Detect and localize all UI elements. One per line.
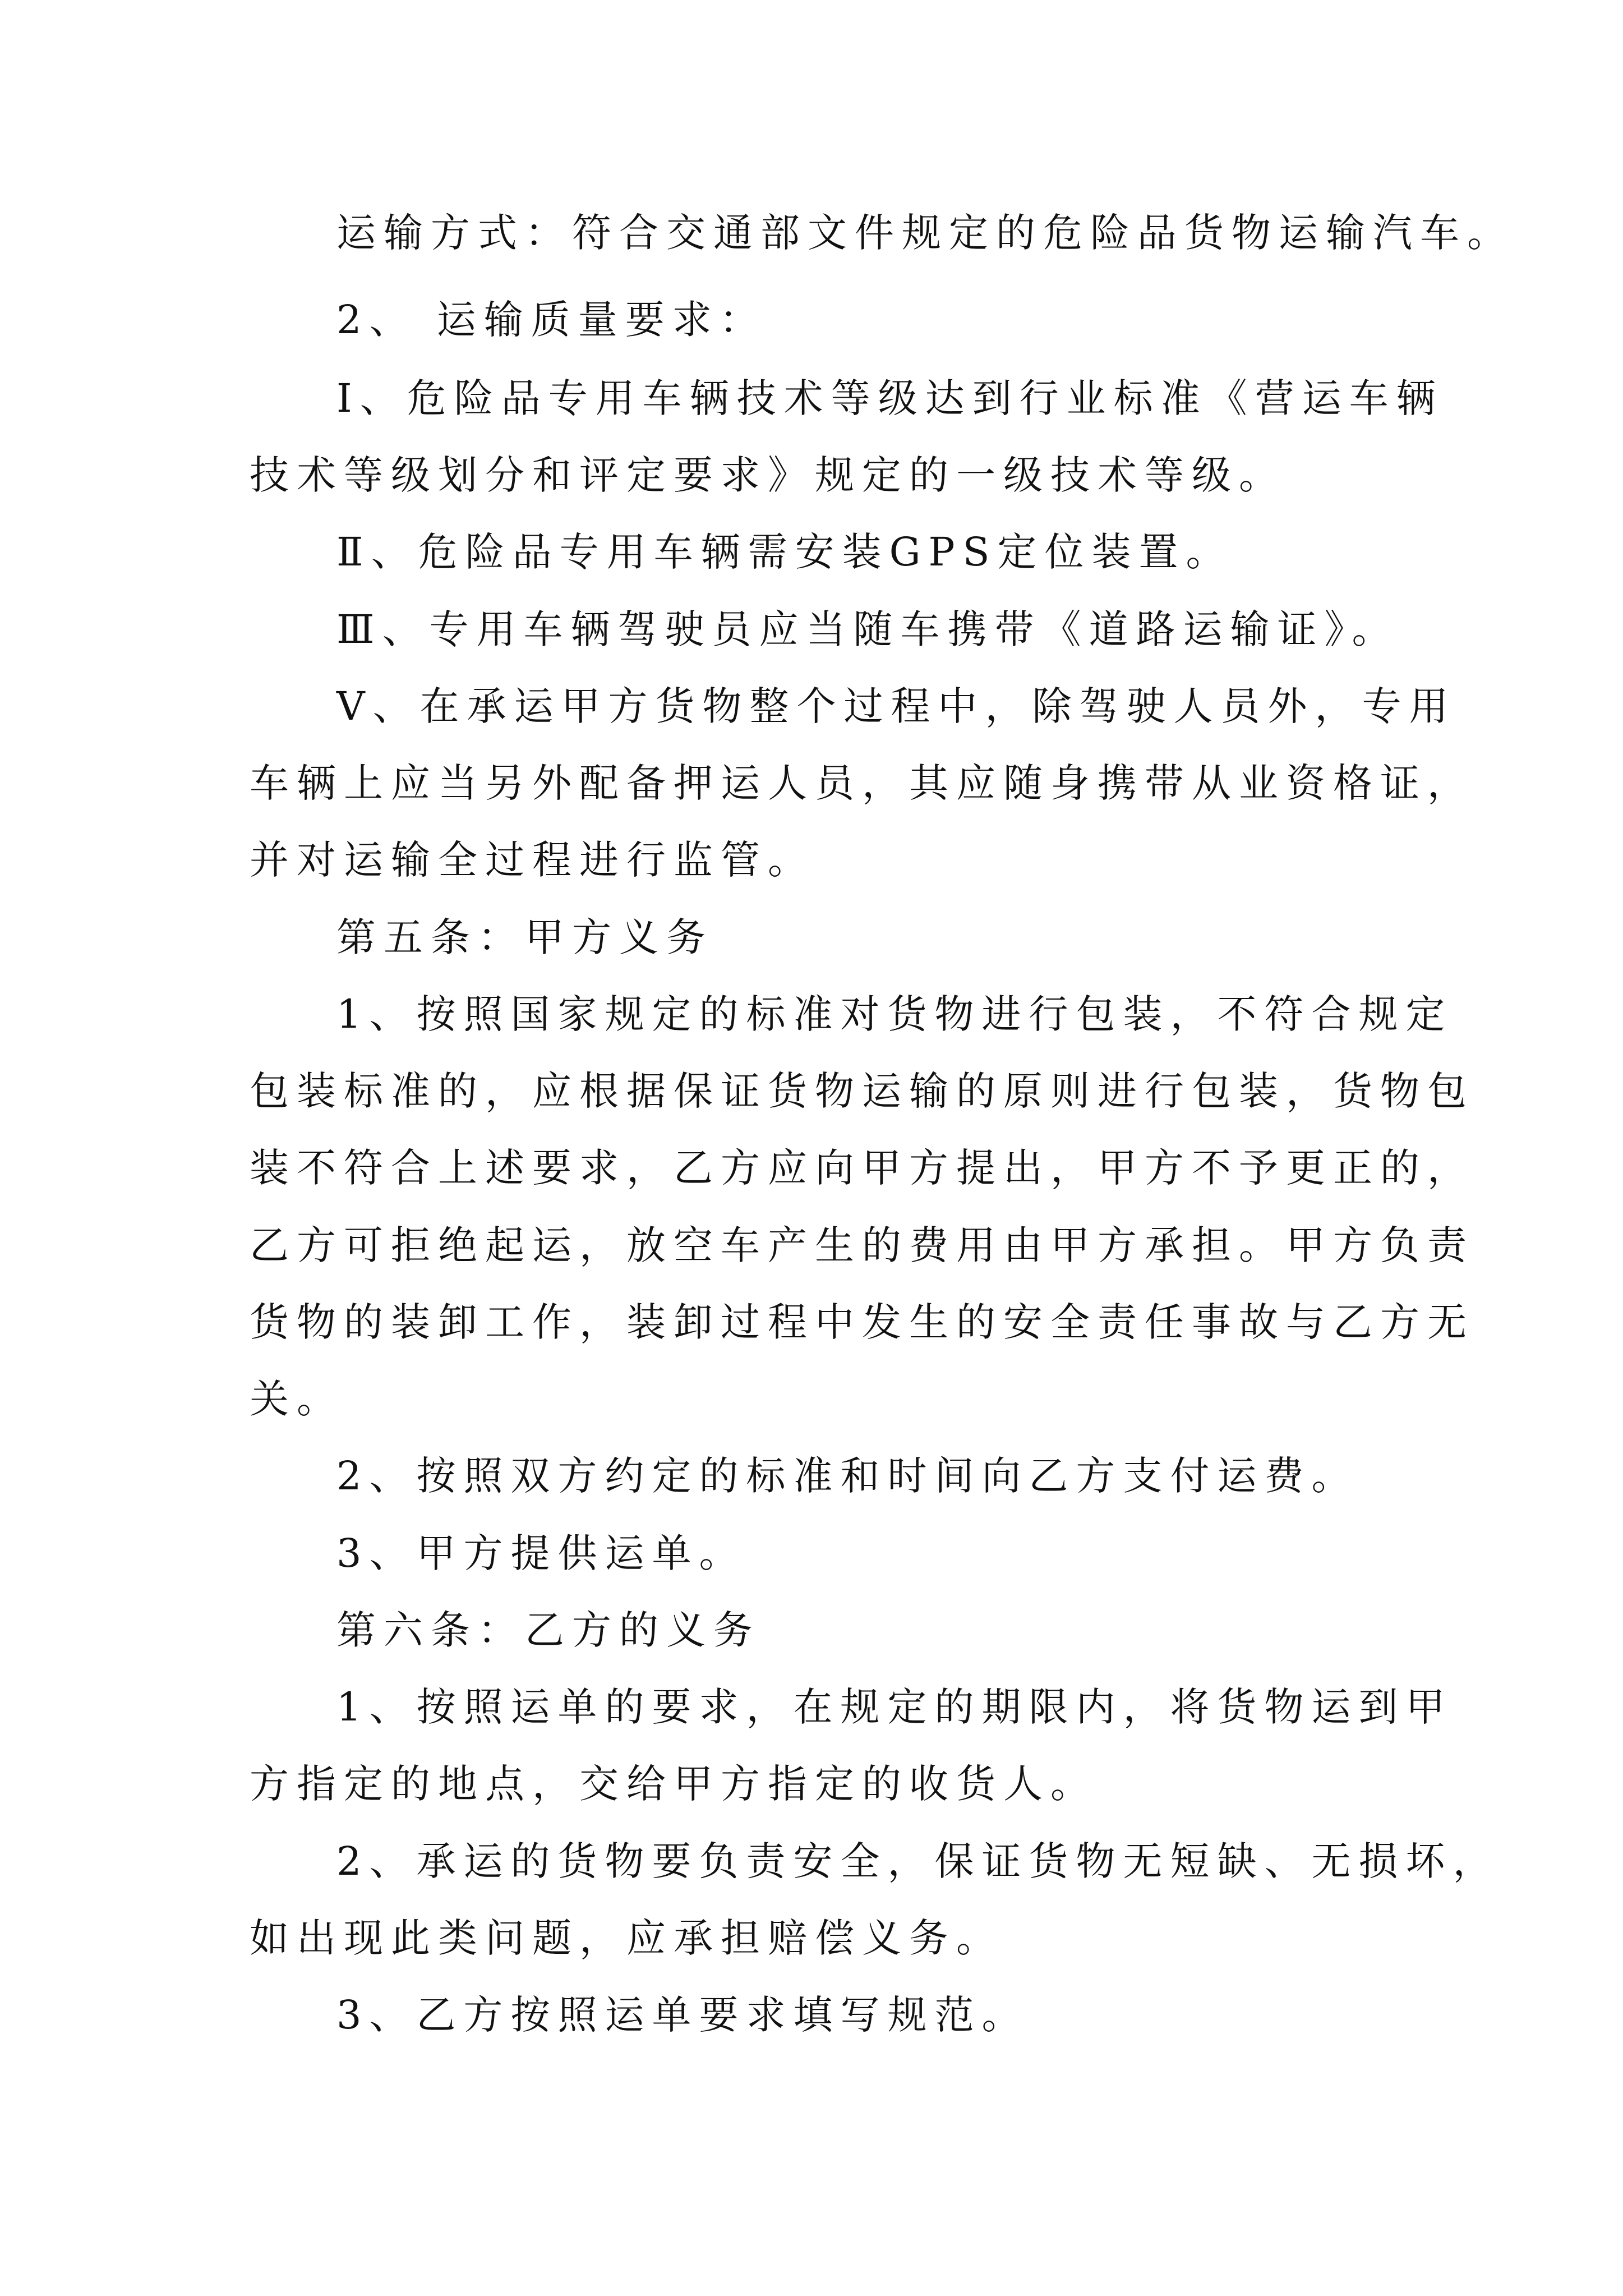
line-item-5a: Ⅴ、在承运甲方货物整个过程中，除驾驶人员外，专用 xyxy=(336,683,1456,729)
line-party-a-duty-1a: 1、按照国家规定的标准对货物进行包装，不符合规定 xyxy=(336,991,1453,1037)
line-item-5b: 车辆上应当另外配备押运人员，其应随身携带从业资格证， xyxy=(250,760,1474,806)
line-party-b-duty-3: 3、乙方按照运单要求填写规范。 xyxy=(336,1992,1029,2038)
line-party-a-duty-1f: 关。 xyxy=(250,1376,344,1422)
line-item-1a: Ⅰ、危险品专用车辆技术等级达到行业标准《营运车辆 xyxy=(336,375,1444,421)
line-party-b-duty-2a: 2、承运的货物要负责安全，保证货物无短缺、无损坏， xyxy=(336,1838,1500,1884)
line-party-b-duty-2b: 如出现此类问题，应承担赔偿义务。 xyxy=(250,1915,1003,1961)
line-article-6-heading: 第六条：乙方的义务 xyxy=(336,1607,760,1653)
line-transport-mode: 运输方式：符合交通部文件规定的危险品货物运输汽车。 xyxy=(336,210,1514,256)
line-item-1b: 技术等级划分和评定要求》规定的一级技术等级。 xyxy=(250,452,1286,498)
line-party-a-duty-1d: 乙方可拒绝起运，放空车产生的费用由甲方承担。甲方负责 xyxy=(250,1222,1474,1268)
line-item-2: Ⅱ、危险品专用车辆需安装GPS定位装置。 xyxy=(336,529,1233,575)
line-party-b-duty-1a: 1、按照运单的要求，在规定的期限内，将货物运到甲 xyxy=(336,1684,1453,1730)
line-quality-heading: 2、 运输质量要求： xyxy=(336,297,767,343)
line-article-5-heading: 第五条：甲方义务 xyxy=(336,914,713,960)
line-party-a-duty-1b: 包装标准的，应根据保证货物运输的原则进行包装，货物包 xyxy=(250,1068,1474,1114)
line-party-b-duty-1b: 方指定的地点，交给甲方指定的收货人。 xyxy=(250,1761,1098,1807)
line-party-a-duty-1c: 装不符合上述要求，乙方应向甲方提出，甲方不予更正的， xyxy=(250,1145,1474,1191)
line-party-a-duty-1e: 货物的装卸工作，装卸过程中发生的安全责任事故与乙方无 xyxy=(250,1299,1474,1345)
line-item-3: Ⅲ、专用车辆驾驶员应当随车携带《道路运输证》。 xyxy=(336,606,1399,652)
line-party-a-duty-3: 3、甲方提供运单。 xyxy=(336,1530,746,1576)
line-item-5c: 并对运输全过程进行监管。 xyxy=(250,837,815,883)
line-party-a-duty-2: 2、按照双方约定的标准和时间向乙方支付运费。 xyxy=(336,1453,1359,1499)
